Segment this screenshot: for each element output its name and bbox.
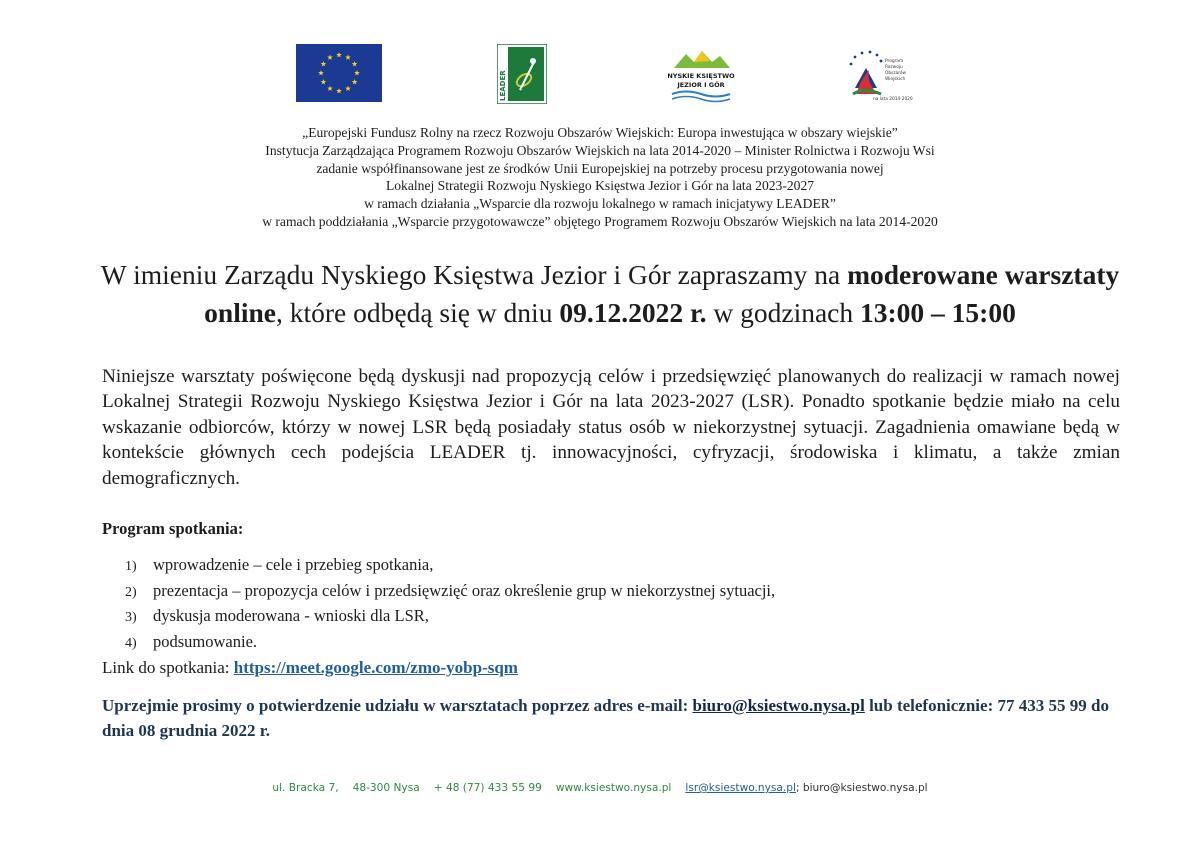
agenda-item [125, 579, 775, 605]
headline-workshop-type: moderowane warsztaty online [204, 259, 1120, 328]
confirm-text: lub telefonicznie: 77 433 55 99 do dnia 08 grudnia 2022 r. [102, 696, 1109, 740]
meeting-link-line [102, 658, 518, 678]
agenda-text: prezentacja – propozycja celów i przedsięwzięć oraz określenie grup w niekorzystnej sytuacji, [153, 580, 776, 600]
header-line: Lokalnej Strategii Rozwoju Nyskiego Księstwa Jezior i Gór na lata 2023-2027 [385, 178, 815, 194]
footer-address: ul. Bracka 7, [272, 782, 339, 794]
footer-phone: + 48 (77) 433 55 99 [433, 782, 542, 794]
agenda-number: 2) [125, 584, 137, 600]
agenda-item [125, 553, 775, 579]
headline-time: 13:00 – 15:00 [860, 297, 1016, 328]
agenda-number: 4) [125, 636, 137, 652]
footer-city: 48-300 Nysa [352, 782, 420, 794]
agenda-item [125, 604, 775, 630]
headline-text: W imieniu Zarządu Nyskiego Księstwa Jezior i Gór zapraszamy na [100, 259, 848, 290]
footer-email-lsr[interactable]: lsr@ksiestwo.nysa.pl [685, 782, 796, 794]
funding-header [100, 124, 1100, 231]
svg-text:na lata 2014-2020: na lata 2014-2020 [873, 97, 913, 102]
agenda-text: wprowadzenie – cele i przebieg spotkania, [153, 555, 434, 574]
leader-logo-icon [497, 44, 547, 104]
invitation-headline [100, 256, 1120, 332]
header-line: Instytucja Zarządzająca Programem Rozwoju Obszarów Wiejskich na lata 2014-2020 – Minister Rolnictwa i Rozwoju Wsi [265, 142, 935, 158]
svg-text:NYSKIE KSIĘSTWO: NYSKIE KSIĘSTWO [667, 72, 735, 80]
prow-logo-icon [843, 48, 923, 104]
headline-date: 09.12.2022 r. [559, 297, 707, 328]
footer-contact [0, 782, 1200, 794]
nkjg-logo-icon [664, 48, 738, 104]
footer-website[interactable]: www.ksiestwo.nysa.pl [555, 782, 672, 794]
meeting-link-label: Link do spotkania: [102, 658, 234, 677]
contact-email-link[interactable]: biuro@ksiestwo.nysa.pl [692, 696, 865, 715]
intro-paragraph: Niniejsze warsztaty poświęcone będą dyskusji nad propozycją celów i przedsięwzięć planowanych do realizacji w ramach nowej Lokalnej Strategii Rozwoju Nyskiego Księstwa Jezior i Gór na lata 2023-2027 (LSR). Ponadto spotkanie będzie miało na celu wskazanie odbiorców, którzy w nowej LSR będą posiadały status osób w niekorzystnej sytuacji. Zagadnienia omawiane będą w kontekście głównych cech podejścia LEADER tj. innowacyjności, cyfryzacji, środowiska i klimatu, a także zmian demograficznych. [102, 366, 1120, 489]
svg-text:Rozwoju: Rozwoju [885, 65, 903, 70]
logo-bar [0, 40, 1200, 110]
svg-text:LEADER: LEADER [499, 70, 507, 101]
eu-flag-icon [296, 44, 382, 102]
agenda-number: 1) [125, 559, 137, 574]
agenda-number: 3) [125, 610, 137, 626]
header-line: „Europejski Fundusz Rolny na rzecz Rozwoju Obszarów Wiejskich: Europa inwestująca w obszary wiejskie” [302, 125, 898, 140]
confirmation-note [102, 694, 1112, 743]
svg-text:Program: Program [885, 59, 904, 64]
agenda-text: dyskusja moderowana - wnioski dla LSR, [153, 606, 429, 626]
program-title: Program spotkania: [102, 519, 244, 538]
meeting-link[interactable]: https://meet.google.com/zmo-yobp-sqm [233, 658, 518, 677]
headline-text: , które odbędą się w dniu [275, 297, 560, 328]
agenda-item [125, 630, 775, 656]
footer-email-biuro: ; biuro@ksiestwo.nysa.pl [795, 782, 928, 794]
header-line: w ramach działania „Wsparcie dla rozwoju lokalnego w ramach inicjatywy LEADER” [364, 196, 836, 212]
agenda-text: podsumowanie. [153, 632, 258, 652]
headline-text: w godzinach [706, 297, 861, 328]
agenda-list [125, 553, 775, 656]
header-line: zadanie współfinansowane jest ze środków Unii Europejskiej na potrzeby procesu przygotowania nowej [316, 160, 884, 176]
svg-text:Wiejskich: Wiejskich [885, 77, 906, 82]
svg-text:JEZIOR I GÓR: JEZIOR I GÓR [677, 81, 725, 89]
confirm-text: Uprzejmie prosimy o potwierdzenie udziału w warsztatach poprzez adres e-mail: [102, 696, 693, 715]
header-line: w ramach poddziałania „Wsparcie przygotowawcze” objętego Programem Rozwoju Obszarów Wiejskich na lata 2014-2020 [262, 213, 938, 229]
svg-text:Obszarów: Obszarów [885, 71, 907, 76]
